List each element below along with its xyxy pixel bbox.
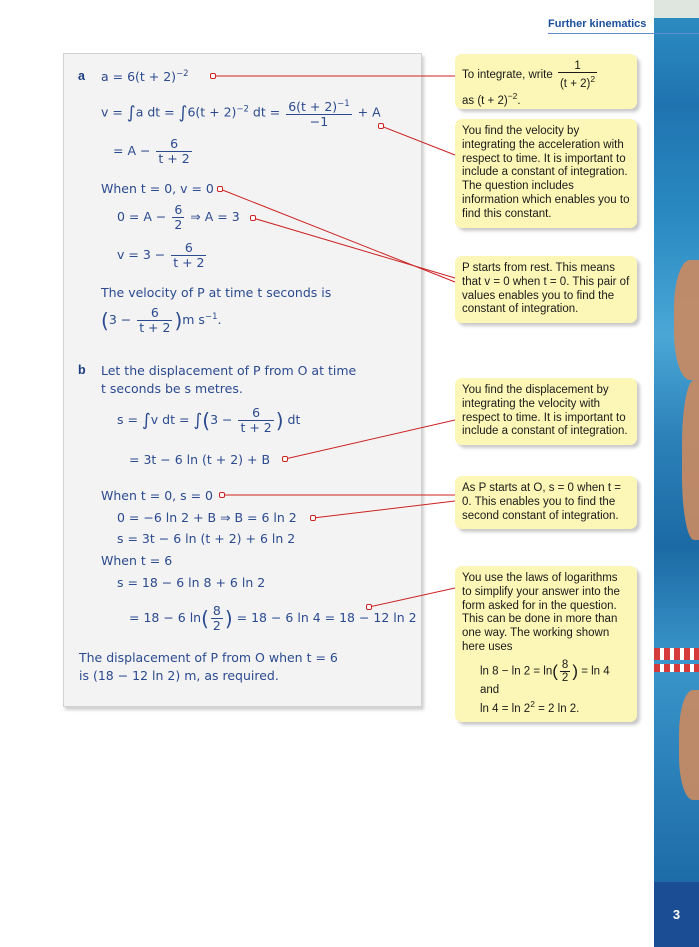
b-line9: s = 18 − 6 ln 8 + 6 ln 2 [117,575,266,590]
leader-dot [219,492,225,498]
a-line8: (3 − $\frac{6}{t + 2}$ )m $s^{-1}$. [101,305,222,335]
leader-dot [378,123,384,129]
leader-dot [210,73,216,79]
b-conclusion-2: is (18 − 12 ln 2) m, as required. [79,668,279,683]
leader-dot [217,186,223,192]
b-line10: = 18 − 6 ln( $\frac{8}{2}$ ) = 18 − 6 ln 4 = 18 − 12 ln 2 [129,603,417,633]
note-second-constant: As P starts at O, s = 0 when t = 0. This enables you to find the second constant of integration. [455,476,637,529]
leader-dot [282,456,288,462]
note-integrate-form: To integrate, write $\frac{1}{(t + 2)^2}$ as $(t + 2)^{-2}$. [455,54,637,109]
note-laws-of-logarithms: You use the laws of logarithms to simplify your answer into the form asked for in the question. This can be done in more than one way. The working shown here uses ln 8 − ln 2 = ln( $\frac{8}{2}$ ) = ln 4 and $\ln 4 = \ln 2^2 = 2$ ln 2. [455,566,637,722]
note-starts-from-rest: P starts from rest. This means that v = 0 when t = 0. This pair of values enables you to find the constant of integration. [455,256,637,323]
b-line6: 0 = −6 ln 2 + B ⇒ B = 6 ln 2 [117,510,297,525]
running-header: Further kinematics [548,18,647,30]
a-line4: When t = 0, v = 0 [101,181,214,196]
leader-dot [366,604,372,610]
note-find-displacement: You find the displacement by integrating the velocity with respect to time. It is important to include a constant of integration. [455,378,637,445]
page-number: 3 [654,882,699,947]
b-line7: s = 3t − 6 ln (t + 2) + 6 ln 2 [117,531,296,546]
leader-dot [310,515,316,521]
a-line2: v = ∫a dt = $\int 6(t + 2)^{-2}$ dt = $\frac{6(t + 2)^{-1}}{-1}$ + A [101,99,381,130]
b-line5: When t = 0, s = 0 [101,488,213,503]
a-line5: 0 = A − $\frac{6}{2}$ ⇒ A = 3 [117,202,240,232]
b-line4: = 3t − 6 ln (t + 2) + B [129,452,271,467]
b-conclusion-1: The displacement of P from O when t = 6 [79,650,338,665]
b-line8: When t = 6 [101,553,173,568]
a-line6: v = 3 − $\frac{6}{t + 2}$ [117,240,205,270]
a-line7: The velocity of P at time t seconds is [101,285,332,300]
b-line3: s = ∫v dt = ∫(3 − $\frac{6}{t + 2}$ ) dt [117,405,301,435]
note-find-velocity: You find the velocity by integrating the acceleration with respect to time. It is important to include a constant of integration. The question includes information which enables you to find this constant. [455,119,637,228]
part-b-label: b [78,363,86,377]
b-line2: t seconds be s metres. [101,381,243,396]
a-line1: $a = 6(t + 2)^{-2}$ [101,69,189,85]
b-line1: Let the displacement of P from O at time [101,363,357,378]
part-a-label: a [78,69,85,83]
a-line3: = A − $\frac{6}{t + 2}$ [113,136,190,166]
leader-dot [250,215,256,221]
